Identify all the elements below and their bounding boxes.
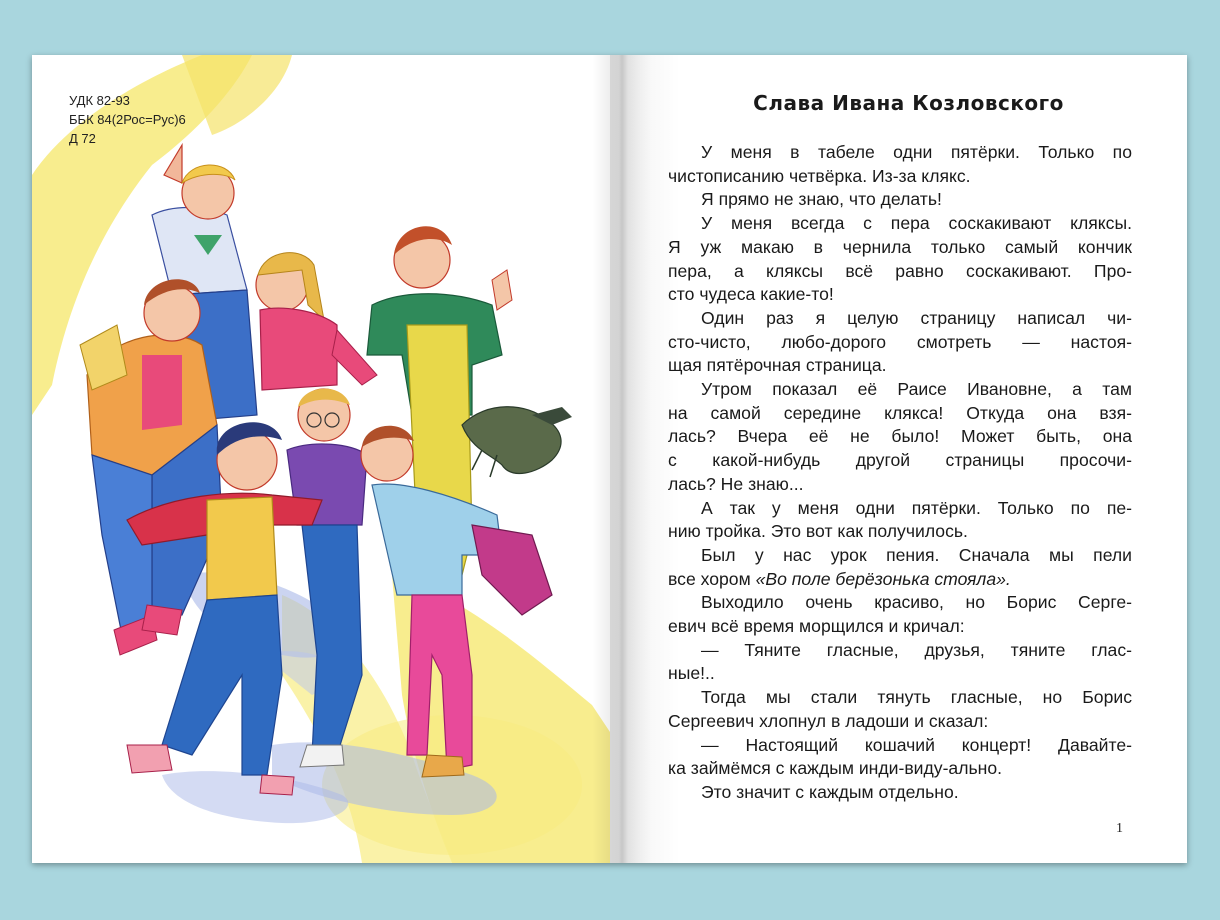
author-code: Д 72 — [69, 131, 96, 146]
text-line: Я прямо не знаю, что делать! — [701, 189, 942, 210]
text-fragment: все хором — [668, 568, 756, 589]
text-line: нию тройка. Это вот как получилось. — [668, 521, 968, 542]
text-line: Был у нас урок пения. Сначала мы пели — [701, 544, 1132, 565]
children-illustration — [32, 55, 612, 863]
chapter-title: Слава Ивана Козловского — [753, 91, 1064, 115]
text-line — [668, 568, 1132, 592]
bird — [462, 407, 572, 477]
text-line: Утром показал её Раисе Ивановне, а там — [701, 379, 1132, 400]
text-line: с какой-нибудь другой страницы просочи- — [668, 450, 1132, 471]
text-line: сто чудеса какие-то! — [668, 284, 834, 305]
text-line: Я уж макаю в чернила только самый кончик — [668, 236, 1132, 257]
book-spread — [32, 55, 1187, 863]
udk-code: УДК 82-93 — [69, 93, 130, 108]
text-line: ные!.. — [668, 663, 715, 684]
text-line: евич всё время морщился и кричал: — [668, 616, 965, 637]
left-page — [32, 55, 612, 863]
text-line: — Тяните гласные, друзья, тяните глас- — [701, 639, 1132, 660]
song-title: «Во поле берёзонька стояла». — [755, 568, 1011, 589]
text-line: пера, а кляксы всё равно соскакивают. Про- — [668, 260, 1132, 281]
bbk-code: ББК 84(2Рос=Рус)6 — [69, 112, 186, 127]
child-figure — [256, 253, 377, 390]
text-line: Это значит с каждым отдельно. — [701, 781, 959, 802]
text-line: ка займёмся с каждым инди-виду-ально. — [668, 758, 1003, 779]
text-line: лась? Вчера её не было! Может быть, она — [668, 426, 1132, 447]
text-line: Тогда мы стали тянуть гласные, но Борис — [701, 687, 1132, 708]
udk-bbk-codes — [69, 91, 186, 148]
text-line: сто-чисто, любо-дорого смотреть — настоя- — [668, 331, 1132, 352]
text-line: лась? Не знаю... — [668, 473, 804, 494]
text-line: Сергеевич хлопнул в ладоши и сказал: — [668, 710, 989, 731]
text-line: У меня в табеле одни пятёрки. Только по — [701, 142, 1132, 162]
story-text — [668, 141, 1132, 805]
page-number: 1 — [1116, 821, 1123, 836]
text-line: щая пятёрочная страница. — [668, 355, 887, 376]
text-line: на самой середине клякса! Откуда она взя- — [668, 402, 1132, 423]
text-line: Один раз я целую страницу написал чи- — [701, 307, 1132, 328]
text-line: чистописанию четвёрка. Из-за клякс. — [668, 165, 971, 186]
text-line: А так у меня одни пятёрки. Только по пе- — [701, 497, 1132, 518]
text-line: — Настоящий кошачий концерт! Давайте- — [701, 734, 1132, 755]
text-line: У меня всегда с пера соскакивают кляксы. — [701, 213, 1132, 234]
text-line: Выходило очень красиво, но Борис Серге- — [701, 592, 1132, 613]
right-page — [610, 55, 1187, 863]
